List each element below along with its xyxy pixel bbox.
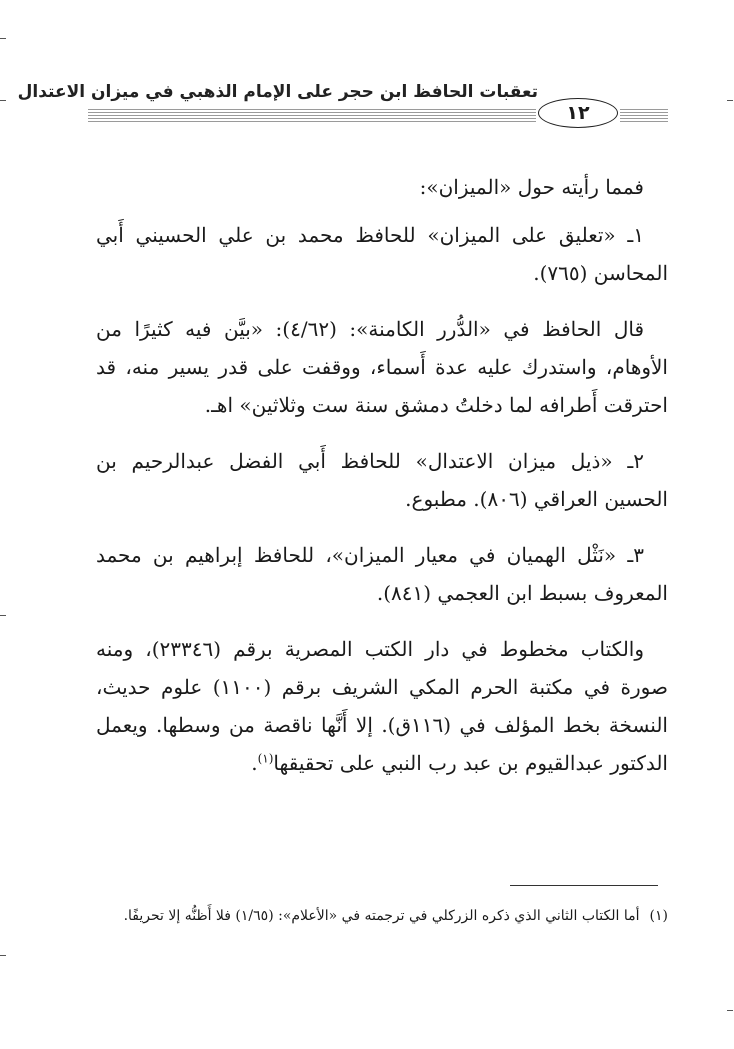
header-rule-right: [620, 108, 668, 122]
margin-tick: [727, 1010, 733, 1011]
paragraph-manuscript-end: .: [251, 751, 258, 775]
paragraph-item-3: ٣ـ «نَثْل الهميان في معيار الميزان»، للحافظ إبراهيم بن محمد المعروف بسبط ابن العجمي (٨٤١).: [96, 543, 668, 605]
footnote-separator: [510, 885, 658, 886]
margin-tick: [0, 955, 6, 956]
margin-tick: [727, 100, 733, 101]
margin-tick: [0, 100, 6, 101]
paragraph-quote: قال الحافظ في «الدُّرر الكامنة»: (٤/٦٢): «بيَّن فيه كثيرًا من الأوهام، واستدرك عليه عدة أَسماء، ووقفت على قدر يسير منه، قد احترقت أَطرافه لما دخلتُ دمشق سنة ست وثلاثين» اهـ.: [96, 317, 668, 417]
main-text: [96, 168, 668, 800]
footnote: [96, 902, 668, 930]
margin-tick: [0, 615, 6, 616]
paragraph-item-1: ١ـ «تعليق على الميزان» للحافظ محمد بن علي الحسيني أَبي المحاسن (٧٦٥).: [96, 223, 668, 285]
footnote-reference[interactable]: (١): [257, 751, 274, 766]
page-number: ١٢: [538, 98, 618, 128]
margin-tick: [0, 38, 6, 39]
paragraph-item-2: ٢ـ «ذيل ميزان الاعتدال» للحافظ أَبي الفضل عبدالرحيم بن الحسين العراقي (٨٠٦). مطبوع.: [96, 449, 668, 511]
header-rule-left: [88, 108, 536, 122]
paragraph-intro: فمما رأيته حول «الميزان»:: [419, 175, 644, 199]
paragraph-manuscript: [96, 630, 668, 782]
footnote-number: (١): [649, 908, 668, 924]
paragraph-manuscript-text: والكتاب مخطوط في دار الكتب المصرية برقم (٢٣٣٤٦)، ومنه صورة في مكتبة الحرم المكي الشريف برقم (١١٠٠) علوم حديث، النسخة بخط المؤلف في (١١٦ق). إلا أَنَّها ناقصة من وسطها. ويعمل الدكتور عبدالقيوم بن عبد رب النبي على تحقيقها: [96, 637, 668, 775]
running-header-title: تعقبات الحافظ ابن حجر على الإمام الذهبي في ميزان الاعتدال: [17, 82, 538, 102]
footnote-text: أما الكتاب الثاني الذي ذكره الزركلي في ترجمته في «الأعلام»: (١/٦٥) فلا أَظنُّه إلا تحريفًا.: [123, 908, 640, 924]
